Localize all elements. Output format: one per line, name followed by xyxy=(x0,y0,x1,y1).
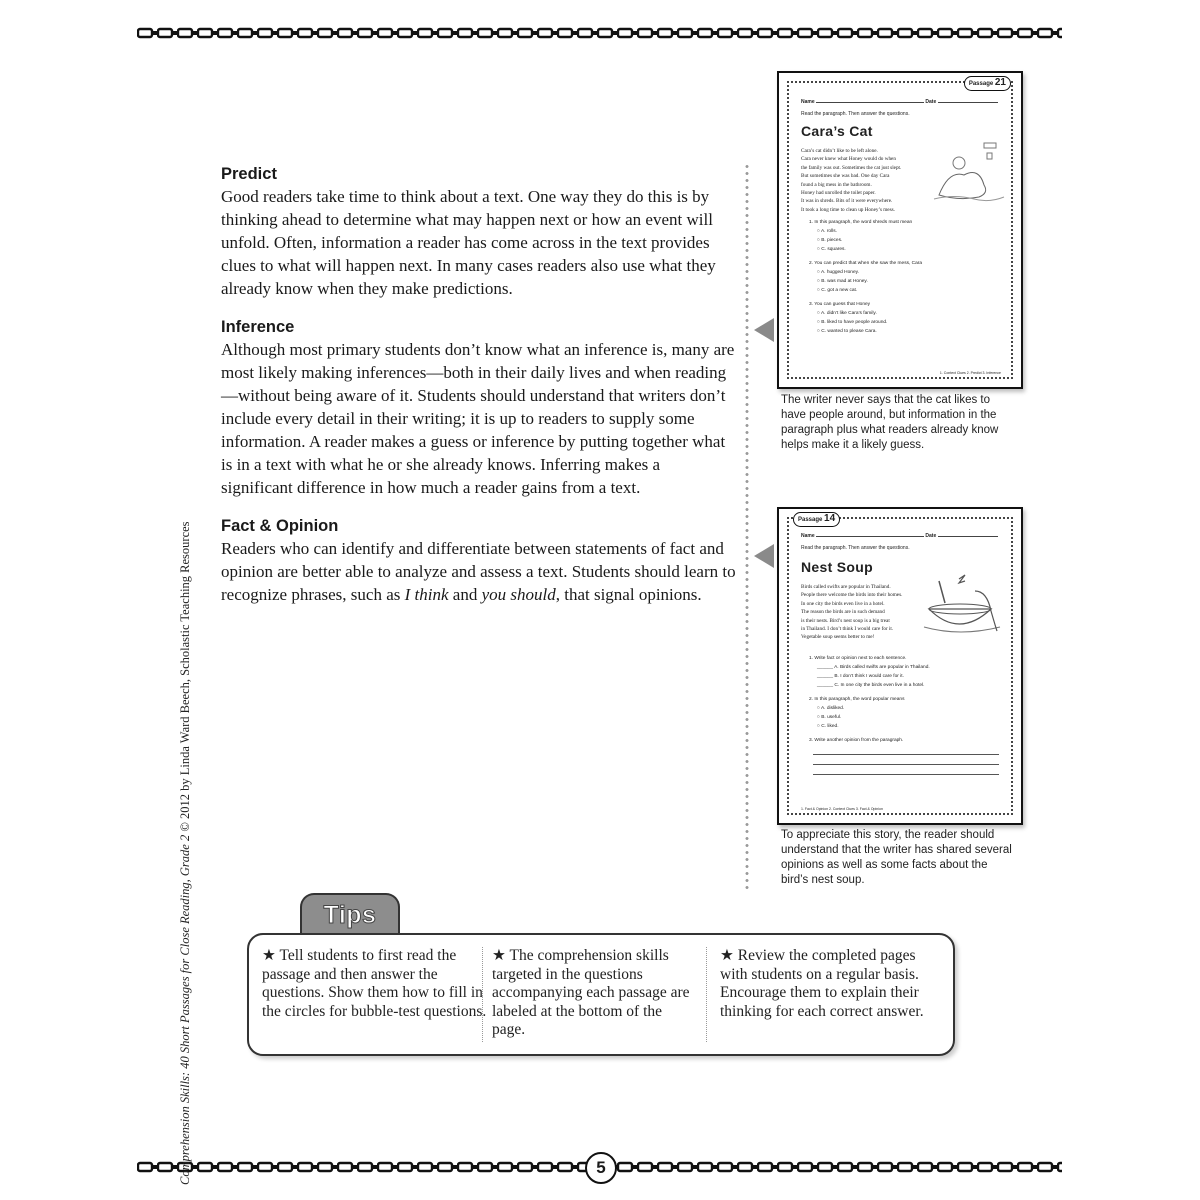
story-line: is their nests. Bird’s nest soup is a big treat xyxy=(801,617,890,624)
questions xyxy=(809,213,999,336)
tip-divider xyxy=(482,947,483,1042)
italic-phrase: I think xyxy=(404,585,449,604)
pointer-arrow-icon xyxy=(754,318,774,342)
passage-tag xyxy=(964,76,1011,91)
story-line: Birds called swifts are popular in Thailand. xyxy=(801,584,891,590)
answer-option: ______ C. In one city the birds even live in a hotel. xyxy=(817,683,925,688)
answer-option: ○ A. disliked. xyxy=(817,706,845,711)
instructions: Read the paragraph. Then answer the questions. xyxy=(801,111,910,117)
name-label: Name xyxy=(801,99,815,105)
answer-option: ○ C. got a new cat. xyxy=(817,288,858,293)
caption-nest-soup: To appreciate this story, the reader should understand that the writer has shared several opinions as well as some facts about the bird’s nest soup. xyxy=(781,829,1012,886)
date-label: Date xyxy=(925,99,937,105)
story-line: Vegetable soup seems better to me! xyxy=(801,634,875,641)
main-content xyxy=(221,164,736,623)
answer-option: ○ A. didn’t like Cara’s family. xyxy=(817,311,877,316)
answer-option: ______ B. I don’t think I would care for it. xyxy=(817,674,904,679)
story-line: It took a long time to clean up Honey’s mess. xyxy=(801,206,895,213)
story-line: Cara’s cat didn’t like to be left alone. xyxy=(801,148,878,154)
answer-option: ○ C. liked. xyxy=(817,724,839,729)
answer-line xyxy=(813,745,999,755)
passage-tag xyxy=(793,512,840,527)
worksheet-title: Cara’s Cat xyxy=(801,123,873,139)
story-line: In one city the birds even live in a hotel. xyxy=(801,600,885,607)
side-credit xyxy=(178,521,193,1185)
questions xyxy=(809,649,999,775)
date-label: Date xyxy=(925,533,937,539)
body-text: Readers who can identify and differentiate between statements of fact and opinion are better able to analyze and assess a text. Students should learn to recognize phrases, such as xyxy=(221,539,736,604)
tip-divider xyxy=(706,947,707,1042)
story-line: People there welcome the birds into their homes. xyxy=(801,592,903,599)
question: 2. You can predict that when she saw the mess, Cara xyxy=(809,261,923,266)
passage-number: 21 xyxy=(994,77,1006,88)
chain-border-top xyxy=(137,26,1062,40)
story-line: Cara never knew what Honey would do when xyxy=(801,156,896,163)
story-line: It was in shreds. Bits of it were everywhere. xyxy=(801,198,893,205)
worksheet-thumbnail-caras-cat xyxy=(777,71,1023,389)
story-line: The reason the birds are in such demand xyxy=(801,609,885,616)
passage-label: Passage xyxy=(798,517,823,523)
section-body: Although most primary students don’t know what an inference is, many are most likely making inferences—both in their daily lives and when reading—without being aware of it. Students should understand that writers don’t include every detail in their writing; it is up to readers to supply some information. A reader makes a guess or inference by putting together what is in a text with what he or she already knows. Inferring makes a significant difference in how much a reader gains from a text. xyxy=(221,340,735,497)
question: 3. You can guess that Honey xyxy=(809,302,871,307)
body-text: , that signal opinions. xyxy=(555,585,702,604)
worksheet-thumbnail-nest-soup xyxy=(777,507,1023,825)
section-body xyxy=(221,537,736,606)
tip-text: Tell students to first read the passage and then answer the questions. Show them how to fill in the circles for bubble-test questions. xyxy=(262,947,487,1020)
story-line: found a big mess in the bathroom. xyxy=(801,181,872,188)
skills-footer: 1. Fact & Opinion 2. Context Clues 3. Fact & Opinion xyxy=(801,807,883,811)
dotted-divider xyxy=(745,163,749,890)
section-heading: Inference xyxy=(221,318,295,336)
answer-option: ○ B. liked to have people around. xyxy=(817,320,888,325)
story-text xyxy=(801,583,931,642)
body-text: and xyxy=(448,585,482,604)
caption-caras-cat: The writer never says that the cat likes to have people around, but information in the paragraph plus what readers already know helps make it a likely guess. xyxy=(781,394,999,451)
story-line: Honey had unrolled the toilet paper. xyxy=(801,190,876,197)
pointer-arrow-icon xyxy=(754,544,774,568)
side-credit-copyright: © 2012 by Linda Ward Beech, Scholastic Teaching Resources xyxy=(178,521,192,835)
soup-bowl-illustration-icon xyxy=(919,571,1007,643)
tips-box xyxy=(247,933,955,1056)
answer-option: ______ A. Birds called swifts are popular in Thailand. xyxy=(817,665,930,670)
page-number: 5 xyxy=(585,1152,617,1184)
answer-option: ○ B. pieces. xyxy=(817,238,843,243)
question: 1. Write fact or opinion next to each sentence. xyxy=(809,656,907,661)
answer-option: ○ B. was mad at Honey. xyxy=(817,279,868,284)
answer-line xyxy=(813,765,999,775)
story-line: But sometimes she was bad. One day Cara xyxy=(801,173,890,180)
name-date-line xyxy=(801,99,999,105)
question: 2. In this paragraph, the word popular means xyxy=(809,697,905,702)
story-line: the family was out. Sometimes the cat just slept. xyxy=(801,164,902,171)
passage-number: 14 xyxy=(824,513,836,524)
tip-item xyxy=(720,947,945,1021)
question: 1. In this paragraph, the word shreds must mean xyxy=(809,220,913,225)
name-date-line xyxy=(801,533,999,539)
section-heading: Fact & Opinion xyxy=(221,517,339,535)
section-heading: Predict xyxy=(221,165,277,183)
answer-line xyxy=(813,755,999,765)
section-inference xyxy=(221,317,736,499)
section-body: Good readers take time to think about a text. One way they do this is by thinking ahead to determine what may happen next or how an event will unfold. Often, information a reader has come across in the text provides clues to what will happen next. In many cases readers also use what they already know when they make predictions. xyxy=(221,187,716,298)
star-icon: ★ xyxy=(492,947,506,964)
answer-option: ○ A. rolls. xyxy=(817,229,837,234)
italic-phrase: you should xyxy=(481,585,556,604)
answer-option: ○ C. wanted to please Cara. xyxy=(817,329,877,334)
story-line: in Thailand. I don’t think I would care for it. xyxy=(801,626,894,633)
passage-label: Passage xyxy=(968,81,994,87)
side-credit-book-title: Comprehension Skills: 40 Short Passages for Close Reading, Grade 2 xyxy=(178,834,192,1185)
story-text xyxy=(801,147,931,214)
section-predict xyxy=(221,164,736,300)
skills-footer: 1. Context Clues 2. Predict 3. Inference xyxy=(939,371,1001,375)
name-label: Name xyxy=(801,533,815,539)
tip-text: Review the completed pages with students on a regular basis. Encourage them to explain their thinking for each correct answer. xyxy=(720,947,924,1020)
tip-item xyxy=(492,947,697,1040)
star-icon: ★ xyxy=(720,947,734,964)
section-fact-opinion xyxy=(221,516,736,606)
tip-text: The comprehension skills targeted in the questions accompanying each passage are labeled at the bottom of the page. xyxy=(492,947,690,1038)
question: 3. Write another opinion from the paragraph. xyxy=(809,738,904,743)
tips-title: Tips xyxy=(323,901,377,929)
cat-illustration-icon xyxy=(929,135,1009,205)
star-icon: ★ xyxy=(262,947,276,964)
instructions: Read the paragraph. Then answer the questions. xyxy=(801,545,910,551)
tip-item xyxy=(262,947,487,1021)
answer-option: ○ B. useful. xyxy=(817,715,842,720)
worksheet-title: Nest Soup xyxy=(801,559,873,575)
answer-option: ○ C. squares. xyxy=(817,247,846,252)
answer-option: ○ A. hugged Honey. xyxy=(817,270,860,275)
